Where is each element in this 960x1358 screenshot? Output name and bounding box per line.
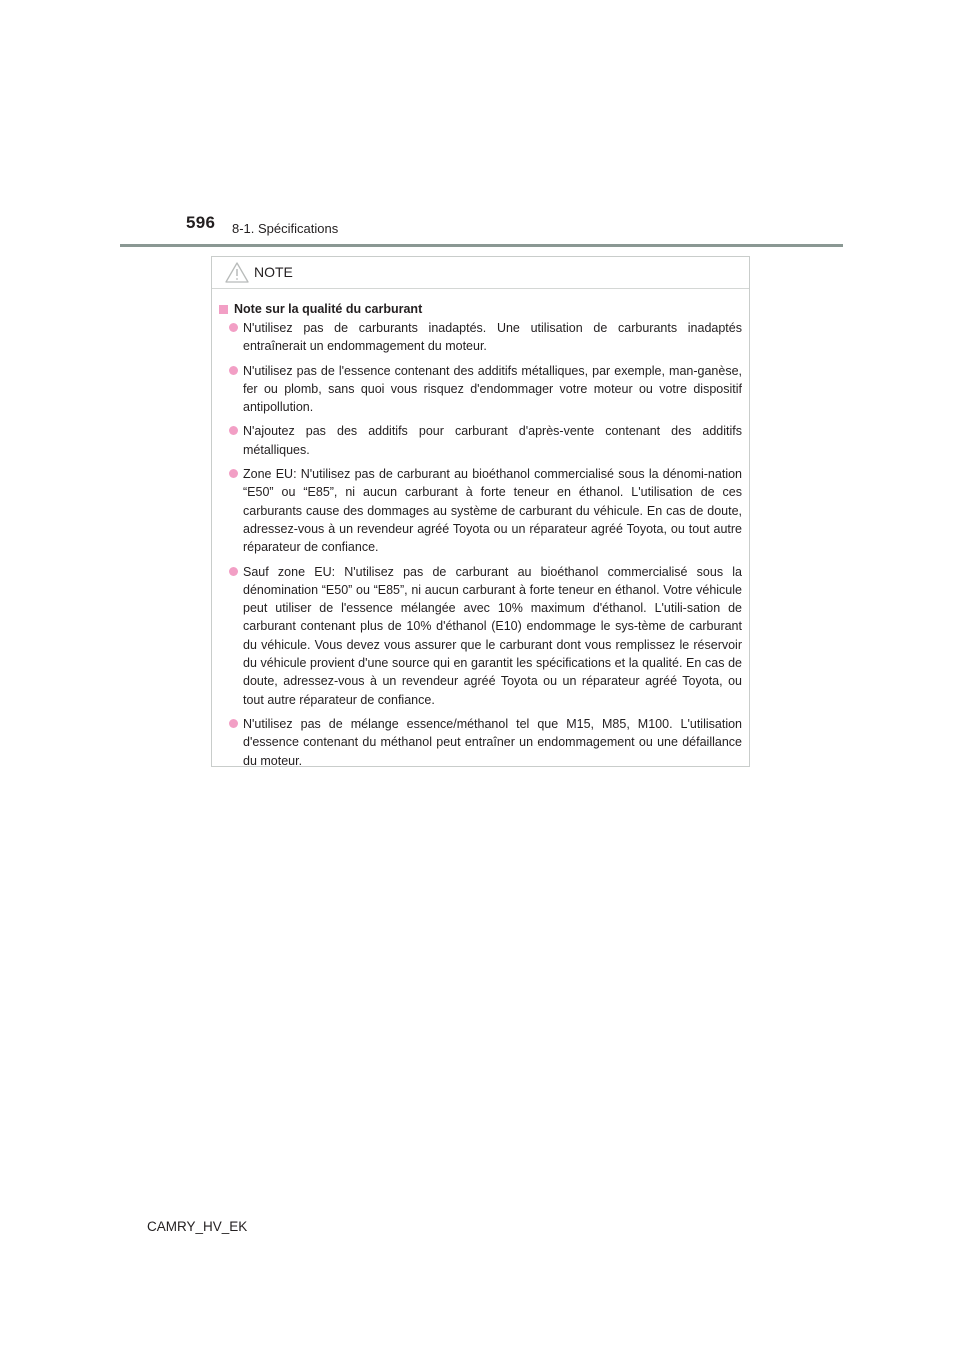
- list-item-text: Sauf zone EU: N'utilisez pas de carburant au bioéthanol commercialisé sous la dénomination “E50” ou “E85”, ni aucun carburant à forte teneur en éthanol. Votre véhicule peut utiliser de l'essence mélangée avec 10% maximum d'éthanol. L'utili-sation de carburant contenant plus de 10% d'éthanol (E10) endommage le sys-tème de carburant du véhicule. Vous devez vous assurer que le carburant dont vous remplissez le réservoir du véhicule provient d'une source qui en garantit les spécifications et la qualité. En cas de doute, adressez-vous à un revendeur agréé Toyota ou un réparateur agréé Toyota, ou tout autre réparateur de confiance.: [243, 564, 742, 707]
- note-subheading: [219, 302, 742, 316]
- note-body: [212, 289, 749, 770]
- bullet-dot-icon: [229, 719, 238, 728]
- note-subheading-text: Note sur la qualité du carburant: [234, 302, 423, 316]
- square-bullet-icon: [219, 305, 228, 314]
- note-box: [211, 256, 750, 767]
- bullet-dot-icon: [229, 567, 238, 576]
- list-item-text: N'utilisez pas de mélange essence/méthanol tel que M15, M85, M100. L'utilisation d'essence contenant du méthanol peut entraîner un endommagement ou une défaillance du moteur.: [243, 716, 742, 768]
- note-header: [212, 257, 749, 289]
- list-item-text: N'utilisez pas de l'essence contenant des additifs métalliques, par exemple, man-ganèse, fer ou plomb, sans quoi vous risquez d'endommager votre moteur ou votre dispositif antipollution.: [243, 363, 742, 415]
- note-label: NOTE: [254, 264, 293, 280]
- warning-triangle-icon: [225, 262, 249, 283]
- list-item: [219, 563, 742, 709]
- list-item: [219, 422, 742, 459]
- bullet-dot-icon: [229, 426, 238, 435]
- list-item: [219, 465, 742, 556]
- list-item: [219, 362, 742, 417]
- bullet-dot-icon: [229, 323, 238, 332]
- page-number: 596: [186, 213, 216, 232]
- footer-model-code: CAMRY_HV_EK: [147, 1219, 248, 1234]
- list-item-text: N'ajoutez pas des additifs pour carburant d'après-vente contenant des additifs métalliques.: [243, 424, 742, 457]
- list-item-text: N'utilisez pas de carburants inadaptés. Une utilisation de carburants inadaptés entraînerait un endommagement du moteur.: [243, 321, 742, 354]
- list-item: [219, 319, 742, 356]
- section-title: 8-1. Spécifications: [232, 221, 339, 236]
- bullet-dot-icon: [229, 366, 238, 375]
- bullet-dot-icon: [229, 469, 238, 478]
- header-divider: [120, 244, 843, 247]
- list-item: [219, 715, 742, 770]
- list-item-text: Zone EU: N'utilisez pas de carburant au bioéthanol commercialisé sous la dénomi-nation “E50” ou “E85”, ni aucun carburant à forte teneur en éthanol. L'utilisation de ces carburants cause des dommages au système de carburant du véhicule. En cas de doute, adressez-vous à un revendeur agréé Toyota ou un réparateur agréé Toyota, ou tout autre réparateur de confiance.: [243, 467, 742, 555]
